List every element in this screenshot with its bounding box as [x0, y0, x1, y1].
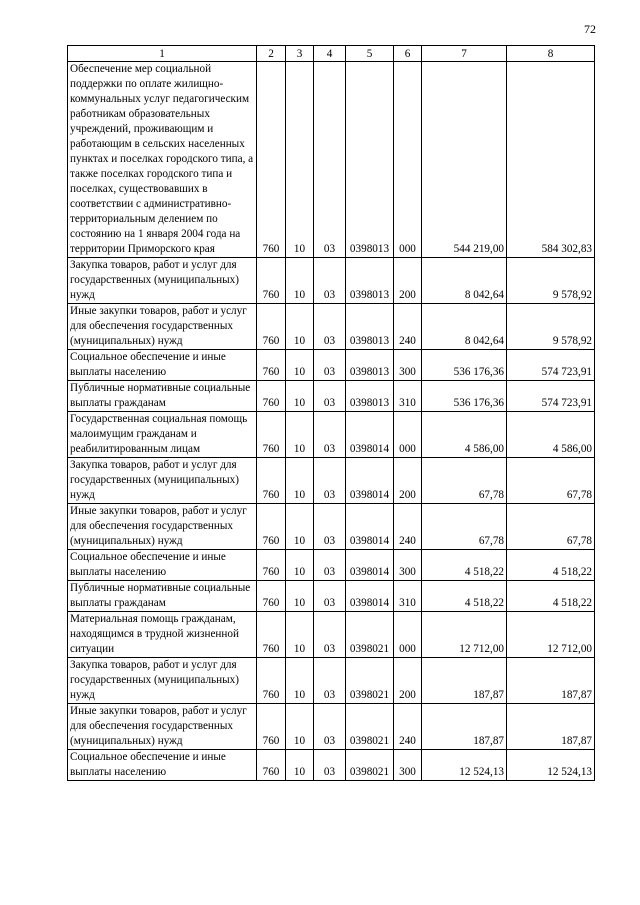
table-row — [68, 381, 595, 412]
expense-type-code: 300 — [394, 750, 422, 781]
section-code: 10 — [286, 704, 314, 750]
page-number: 72 — [584, 22, 596, 36]
amount-year-2: 574 723,91 — [507, 350, 595, 381]
table-row — [68, 612, 595, 658]
amount-year-1: 544 219,00 — [422, 62, 507, 258]
row-name: Закупка товаров, работ и услуг для государственных (муниципальных) нужд — [68, 458, 257, 504]
subsection-code: 03 — [314, 381, 346, 412]
amount-year-1: 12 712,00 — [422, 612, 507, 658]
amount-year-1: 4 518,22 — [422, 550, 507, 581]
subsection-code: 03 — [314, 258, 346, 304]
target-article-code: 0398013 — [346, 62, 394, 258]
target-article-code: 0398014 — [346, 581, 394, 612]
amount-year-2: 4 518,22 — [507, 581, 595, 612]
row-name: Публичные нормативные социальные выплаты гражданам — [68, 381, 257, 412]
table-row — [68, 658, 595, 704]
amount-year-1: 12 524,13 — [422, 750, 507, 781]
amount-year-2: 187,87 — [507, 704, 595, 750]
table-row — [68, 350, 595, 381]
section-code: 10 — [286, 581, 314, 612]
expense-type-code: 310 — [394, 381, 422, 412]
expense-type-code: 200 — [394, 458, 422, 504]
amount-year-2: 574 723,91 — [507, 381, 595, 412]
target-article-code: 0398014 — [346, 458, 394, 504]
amount-year-1: 187,87 — [422, 704, 507, 750]
amount-year-1: 67,78 — [422, 504, 507, 550]
table-row — [68, 412, 595, 458]
header-cell: 8 — [507, 46, 595, 62]
subsection-code: 03 — [314, 704, 346, 750]
section-code: 10 — [286, 750, 314, 781]
amount-year-2: 12 712,00 — [507, 612, 595, 658]
row-name: Социальное обеспечение и иные выплаты населению — [68, 550, 257, 581]
ministry-code: 760 — [257, 458, 286, 504]
amount-year-1: 536 176,36 — [422, 350, 507, 381]
section-code: 10 — [286, 458, 314, 504]
expense-type-code: 240 — [394, 704, 422, 750]
ministry-code: 760 — [257, 550, 286, 581]
ministry-code: 760 — [257, 704, 286, 750]
amount-year-1: 4 518,22 — [422, 581, 507, 612]
amount-year-2: 9 578,92 — [507, 304, 595, 350]
expense-type-code: 000 — [394, 612, 422, 658]
target-article-code: 0398013 — [346, 304, 394, 350]
row-name: Государственная социальная помощь малоимущим гражданам и реабилитированным лицам — [68, 412, 257, 458]
ministry-code: 760 — [257, 62, 286, 258]
row-name: Закупка товаров, работ и услуг для государственных (муниципальных) нужд — [68, 658, 257, 704]
subsection-code: 03 — [314, 550, 346, 581]
amount-year-1: 187,87 — [422, 658, 507, 704]
table-row — [68, 304, 595, 350]
target-article-code: 0398014 — [346, 550, 394, 581]
section-code: 10 — [286, 350, 314, 381]
amount-year-2: 584 302,83 — [507, 62, 595, 258]
header-cell: 1 — [68, 46, 257, 62]
expense-type-code: 300 — [394, 550, 422, 581]
subsection-code: 03 — [314, 350, 346, 381]
section-code: 10 — [286, 258, 314, 304]
subsection-code: 03 — [314, 750, 346, 781]
row-name: Иные закупки товаров, работ и услуг для обеспечения государственных (муниципальных) нужд — [68, 504, 257, 550]
amount-year-1: 8 042,64 — [422, 304, 507, 350]
target-article-code: 0398021 — [346, 612, 394, 658]
row-name: Иные закупки товаров, работ и услуг для обеспечения государственных (муниципальных) нужд — [68, 304, 257, 350]
table-row — [68, 62, 595, 258]
ministry-code: 760 — [257, 750, 286, 781]
section-code: 10 — [286, 612, 314, 658]
table-row — [68, 704, 595, 750]
ministry-code: 760 — [257, 258, 286, 304]
section-code: 10 — [286, 381, 314, 412]
table-row — [68, 504, 595, 550]
row-name: Социальное обеспечение и иные выплаты населению — [68, 350, 257, 381]
expense-type-code: 200 — [394, 658, 422, 704]
target-article-code: 0398013 — [346, 381, 394, 412]
row-name: Иные закупки товаров, работ и услуг для обеспечения государственных (муниципальных) нужд — [68, 704, 257, 750]
row-name: Закупка товаров, работ и услуг для государственных (муниципальных) нужд — [68, 258, 257, 304]
target-article-code: 0398014 — [346, 504, 394, 550]
ministry-code: 760 — [257, 304, 286, 350]
header-cell: 3 — [286, 46, 314, 62]
amount-year-1: 4 586,00 — [422, 412, 507, 458]
section-code: 10 — [286, 62, 314, 258]
amount-year-2: 67,78 — [507, 458, 595, 504]
target-article-code: 0398013 — [346, 258, 394, 304]
amount-year-2: 12 524,13 — [507, 750, 595, 781]
amount-year-2: 4 518,22 — [507, 550, 595, 581]
row-name: Социальное обеспечение и иные выплаты населению — [68, 750, 257, 781]
subsection-code: 03 — [314, 658, 346, 704]
ministry-code: 760 — [257, 381, 286, 412]
table-row — [68, 550, 595, 581]
subsection-code: 03 — [314, 581, 346, 612]
expense-type-code: 000 — [394, 62, 422, 258]
subsection-code: 03 — [314, 612, 346, 658]
subsection-code: 03 — [314, 412, 346, 458]
amount-year-2: 9 578,92 — [507, 258, 595, 304]
section-code: 10 — [286, 304, 314, 350]
header-row — [68, 46, 595, 62]
ministry-code: 760 — [257, 412, 286, 458]
target-article-code: 0398021 — [346, 658, 394, 704]
header-cell: 2 — [257, 46, 286, 62]
expense-type-code: 240 — [394, 304, 422, 350]
target-article-code: 0398014 — [346, 412, 394, 458]
row-name: Публичные нормативные социальные выплаты гражданам — [68, 581, 257, 612]
ministry-code: 760 — [257, 350, 286, 381]
section-code: 10 — [286, 658, 314, 704]
header-cell: 7 — [422, 46, 507, 62]
ministry-code: 760 — [257, 612, 286, 658]
table-row — [68, 581, 595, 612]
target-article-code: 0398021 — [346, 704, 394, 750]
subsection-code: 03 — [314, 458, 346, 504]
amount-year-2: 4 586,00 — [507, 412, 595, 458]
table-row — [68, 458, 595, 504]
section-code: 10 — [286, 412, 314, 458]
subsection-code: 03 — [314, 304, 346, 350]
ministry-code: 760 — [257, 581, 286, 612]
table-row — [68, 750, 595, 781]
header-cell: 5 — [346, 46, 394, 62]
section-code: 10 — [286, 550, 314, 581]
amount-year-1: 67,78 — [422, 458, 507, 504]
budget-table — [67, 45, 595, 781]
amount-year-1: 536 176,36 — [422, 381, 507, 412]
row-name: Обеспечение мер социальной поддержки по оплате жилищно-коммунальных услуг педагогическим работникам образовательных учреждений, проживающим и работающим в сельских населенных пунктах и поселках городского типа, а также поселках городского типа и поселках, существовавших в соответствии с административно-территориальным делением по состоянию на 1 января 2004 года на территории Приморского края — [68, 62, 257, 258]
target-article-code: 0398021 — [346, 750, 394, 781]
expense-type-code: 000 — [394, 412, 422, 458]
subsection-code: 03 — [314, 62, 346, 258]
expense-type-code: 310 — [394, 581, 422, 612]
header-cell: 4 — [314, 46, 346, 62]
ministry-code: 760 — [257, 504, 286, 550]
row-name: Материальная помощь гражданам, находящимся в трудной жизненной ситуации — [68, 612, 257, 658]
expense-type-code: 300 — [394, 350, 422, 381]
amount-year-1: 8 042,64 — [422, 258, 507, 304]
header-cell: 6 — [394, 46, 422, 62]
section-code: 10 — [286, 504, 314, 550]
expense-type-code: 240 — [394, 504, 422, 550]
expense-type-code: 200 — [394, 258, 422, 304]
ministry-code: 760 — [257, 658, 286, 704]
amount-year-2: 67,78 — [507, 504, 595, 550]
target-article-code: 0398013 — [346, 350, 394, 381]
subsection-code: 03 — [314, 504, 346, 550]
amount-year-2: 187,87 — [507, 658, 595, 704]
table-row — [68, 258, 595, 304]
